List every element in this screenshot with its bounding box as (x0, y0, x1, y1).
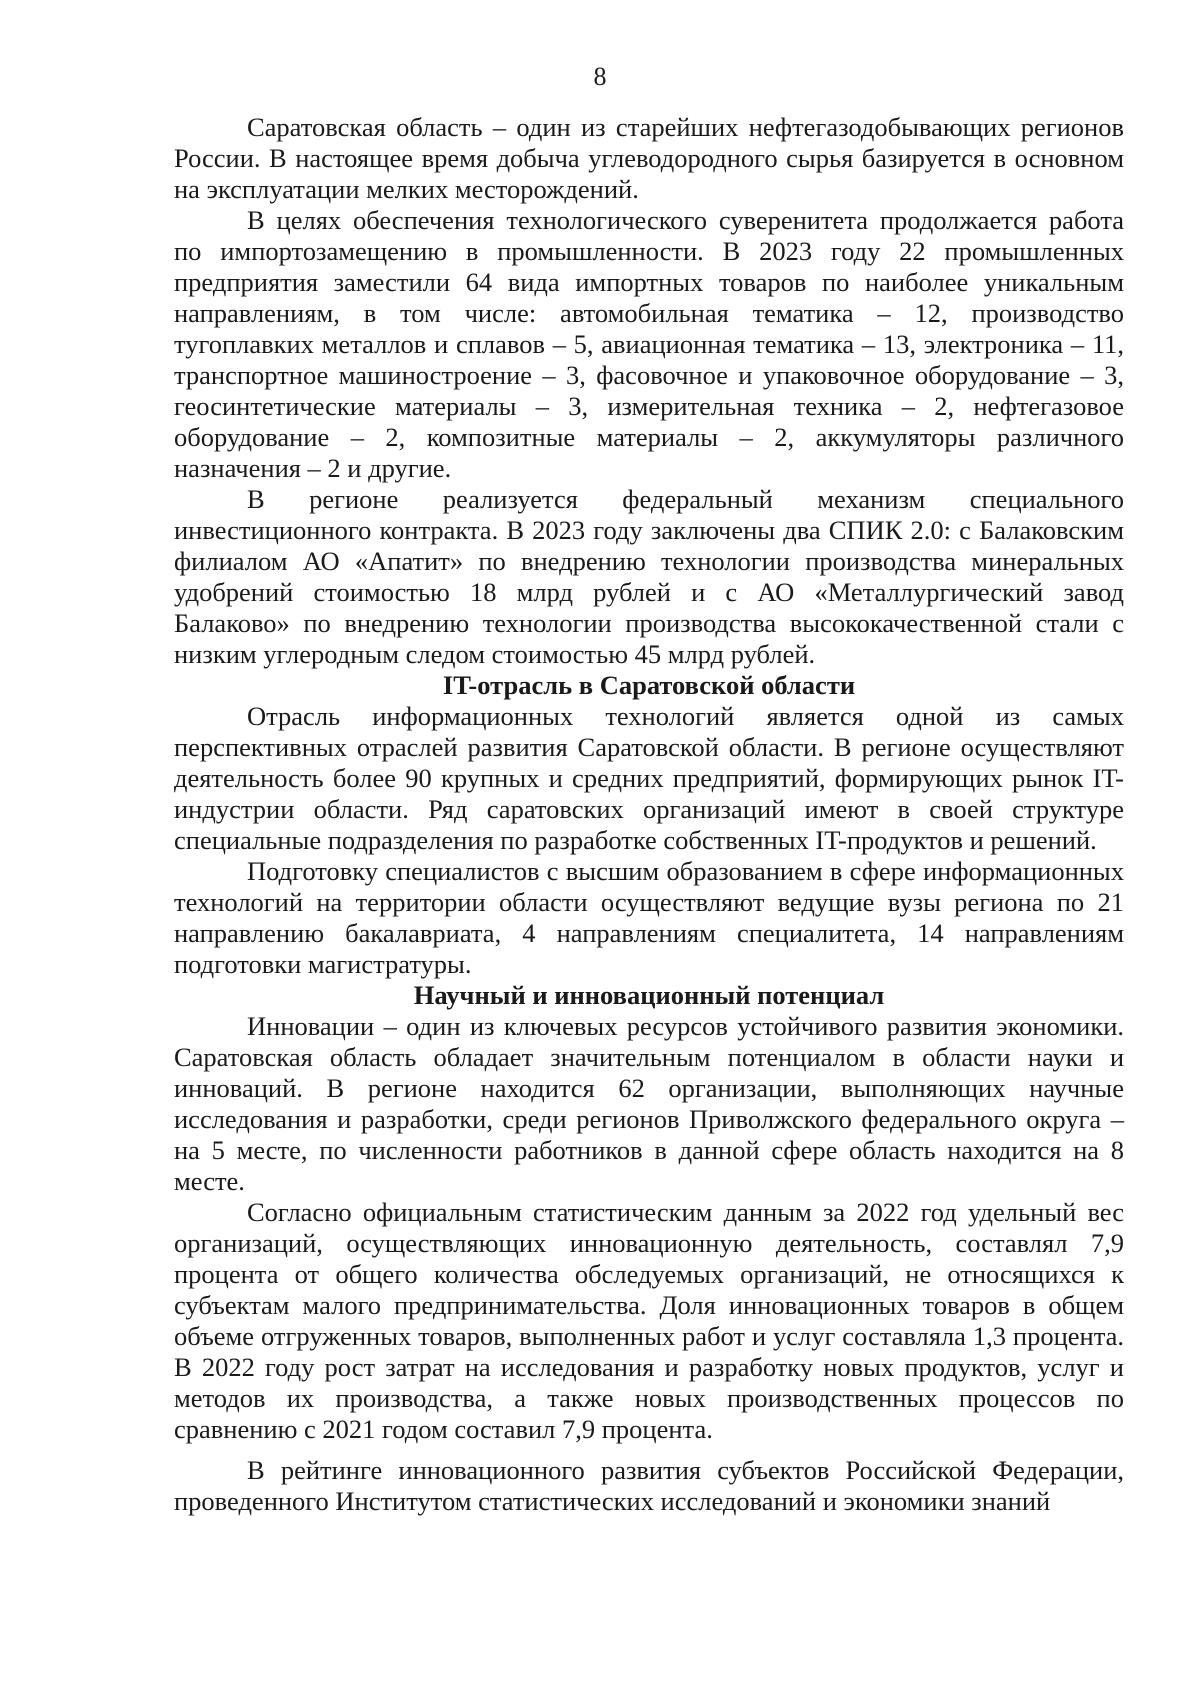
page-number: 8 (593, 62, 607, 91)
section-heading-science: Научный и инновационный потенциал (413, 980, 885, 1010)
paragraph-import-substitution: В целях обеспечения технологического суверенитета продолжается работа по импортозамещению в промышленности. В 2023 году 22 промышленных предприятия заместили 64 вида импортных товаров по наиболее уникальным направлениям, в том числе: автомобильная тематика – 12, производство тугоплавких металлов и сплавов – 5, авиационная тематика – 13, электроника – 11, транспортное машиностроение – 3, фасовочное и упаковочное оборудование – 3, геосинтетические материалы – 3, измерительная техника – 2, нефтегазовое оборудование – 2, композитные материалы – 2, аккумуляторы различного назначения – 2 и другие. (174, 205, 1124, 483)
document-body (174, 112, 1124, 1517)
paragraph-it-education: Подготовку специалистов с высшим образованием в сфере информационных технологий на территории области осуществляют ведущие вузы региона по 21 направлению бакалавриата, 4 направлениям специалитета, 14 направлениям подготовки магистратуры. (174, 856, 1124, 979)
paragraph-statistics: Согласно официальным статистическим данным за 2022 год удельный вес организаций, осуществляющих инновационную деятельность, составлял 7,9 процента от общего количества обследуемых организаций, не относящихся к субъектам малого предпринимательства. Доля инновационных товаров в общем объеме отгруженных товаров, выполненных работ и услуг составляла 1,3 процента. В 2022 году рост затрат на исследования и разработку новых продуктов, услуг и методов их производства, а также новых производственных процессов по сравнению с 2021 годом составил 7,9 процента. (174, 1197, 1124, 1444)
paragraph-innovation: Инновации – один из ключевых ресурсов устойчивого развития экономики. Саратовская область обладает значительным потенциалом в области науки и инноваций. В регионе находится 62 организации, выполняющих научные исследования и разработки, среди регионов Приволжского федерального округа – на 5 месте, по численности работников в данной сфере область находится на 8 месте. (174, 1011, 1124, 1196)
section-heading-it: IT-отрасль в Саратовской области (442, 670, 856, 700)
paragraph-rating: В рейтинге инновационного развития субъектов Российской Федерации, проведенного Институтом статистических исследований и экономики знаний (174, 1455, 1124, 1516)
paragraph-investment-contract: В регионе реализуется федеральный механизм специального инвестиционного контракта. В 2023 году заключены два СПИК 2.0: с Балаковским филиалом АО «Апатит» по внедрению технологии производства минеральных удобрений стоимостью 18 млрд рублей и с АО «Металлургический завод Балаково» по внедрению технологии производства высококачественной стали с низким углеродным следом стоимостью 45 млрд рублей. (174, 484, 1124, 669)
paragraph-oil-gas: Саратовская область – один из старейших нефтегазодобывающих регионов России. В настоящее время добыча углеводородного сырья базируется в основном на эксплуатации мелких месторождений. (174, 112, 1124, 204)
paragraph-it-industry: Отрасль информационных технологий является одной из самых перспективных отраслей развития Саратовской области. В регионе осуществляют деятельность более 90 крупных и средних предприятий, формирующих рынок IT-индустрии области. Ряд саратовских организаций имеют в своей структуре специальные подразделения по разработке собственных IT-продуктов и решений. (174, 701, 1124, 855)
